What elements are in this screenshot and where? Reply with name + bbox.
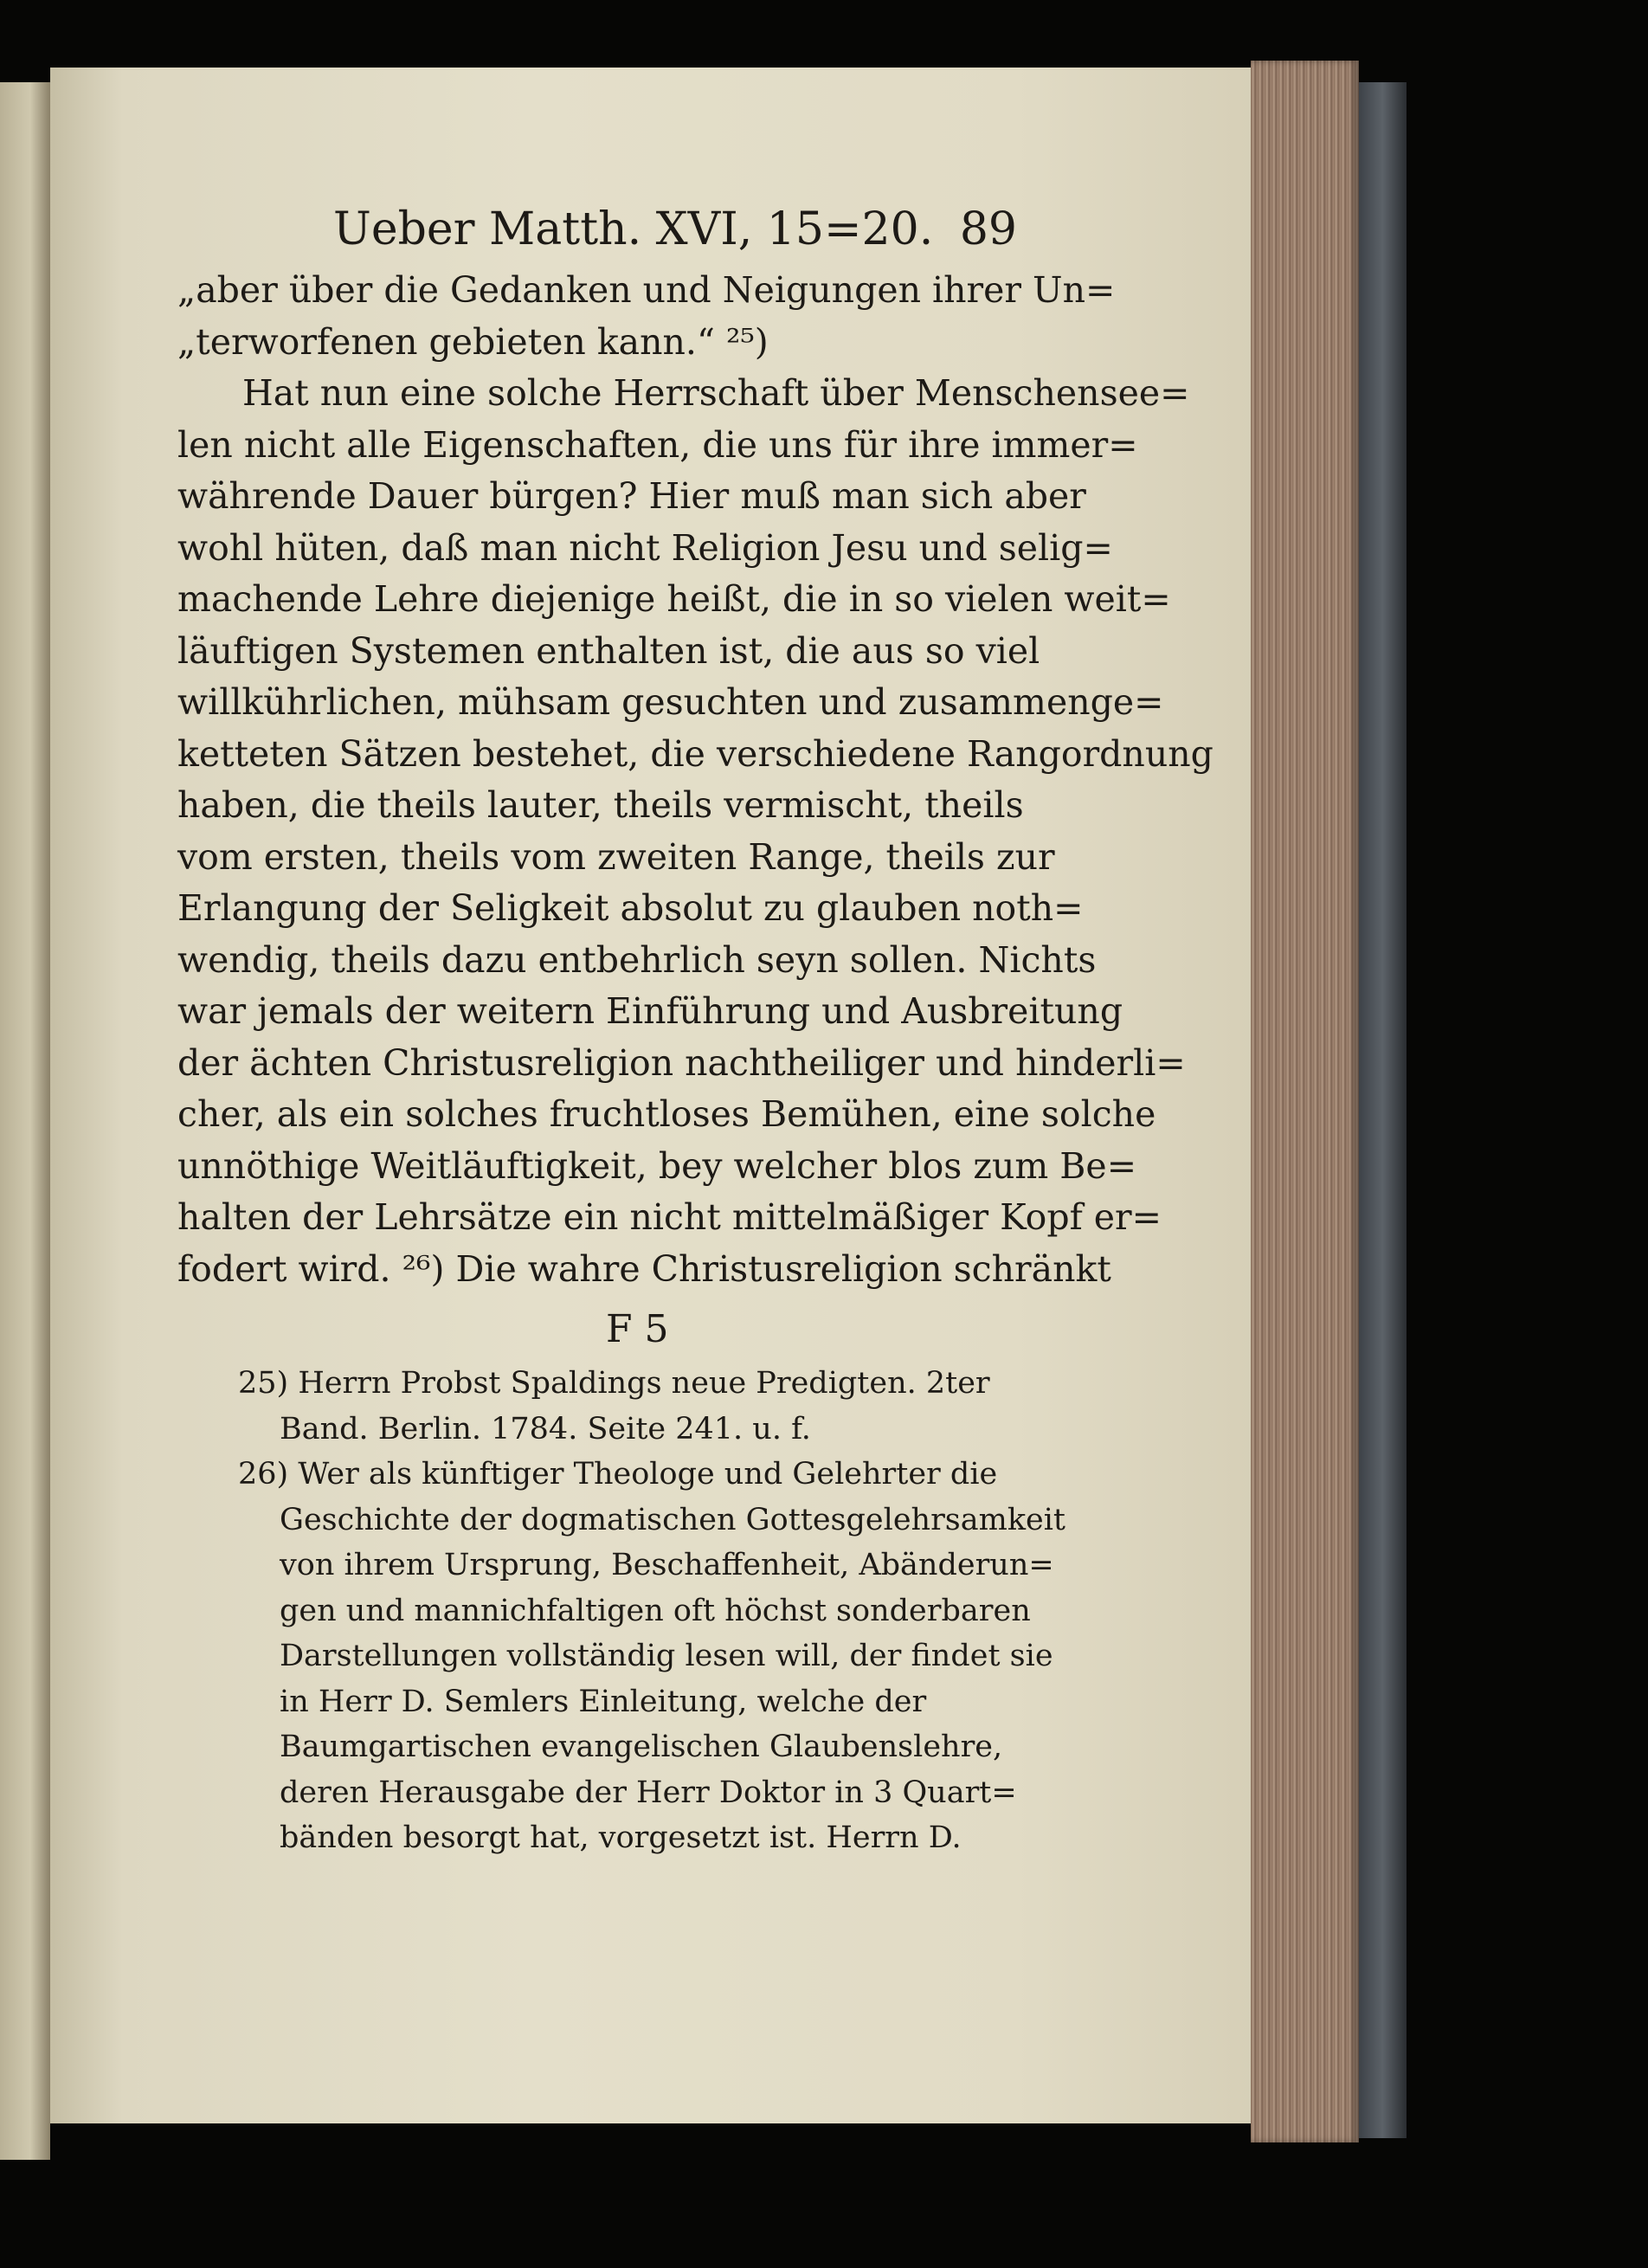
- page-text-block: [177, 199, 1213, 1861]
- footnote-line: 26) Wer als künftiger Theologe und Gelehrter die: [238, 1457, 998, 1492]
- footnote-line: Baumgartischen evangelischen Glaubenslehre,: [280, 1730, 1003, 1764]
- footnote-line: von ihrem Ursprung, Beschaffenheit, Abänderun=: [280, 1548, 1054, 1582]
- footnote-line: 25) Herrn Probst Spaldings neue Predigten. 2ter: [238, 1366, 990, 1401]
- page-fore-edge: [1251, 61, 1359, 2142]
- body-line: haben, die theils lauter, theils vermischt, theils: [177, 784, 1024, 826]
- body-line: wendig, theils dazu entbehrlich seyn sollen. Nichts: [177, 938, 1097, 981]
- book-cover-edge: [1359, 82, 1407, 2138]
- body-line: unnöthige Weitläuftigkeit, bey welcher blos zum Be=: [177, 1144, 1137, 1187]
- footnote-line: gen und mannichfaltigen oft höchst sonderbaren: [280, 1593, 1031, 1628]
- running-title: Ueber Matth. XVI, 15=20.: [333, 203, 934, 255]
- body-line: cher, als ein solches fruchtloses Bemühen, eine solche: [177, 1093, 1156, 1135]
- body-line: wohl hüten, daß man nicht Religion Jesu und selig=: [177, 526, 1113, 569]
- footnote-line: Band. Berlin. 1784. Seite 241. u. f.: [280, 1411, 811, 1446]
- body-line: halten der Lehrsätze ein nicht mittelmäßiger Kopf er=: [177, 1196, 1162, 1238]
- footnote-line: bänden besorgt hat, vorgesetzt ist. Herrn D.: [280, 1820, 962, 1855]
- body-line: war jemals der weitern Einführung und Ausbreitung: [177, 990, 1123, 1032]
- body-line: machende Lehre diejenige heißt, die in so vielen weit=: [177, 578, 1171, 620]
- body-line: „aber über die Gedanken und Neigungen ihrer Un=: [177, 269, 1116, 311]
- body-line: „terworfenen gebieten kann.“ ²⁵): [177, 320, 769, 363]
- body-line: ketteten Sätzen bestehet, die verschiedene Rangordnung: [177, 732, 1213, 775]
- footnote-line: Geschichte der dogmatischen Gottesgelehrsamkeit: [280, 1502, 1066, 1537]
- previous-page-edge: [0, 82, 50, 2160]
- body-line: vom ersten, theils vom zweiten Range, theils zur: [177, 835, 1055, 878]
- signature-mark: F 5: [606, 1307, 669, 1351]
- body-line: fodert wird. ²⁶) Die wahre Christusreligion schränkt: [177, 1247, 1111, 1290]
- footnote-line: in Herr D. Semlers Einleitung, welche der: [280, 1684, 927, 1719]
- body-line: willkührlichen, mühsam gesuchten und zusammenge=: [177, 681, 1164, 723]
- footnotes: [177, 1361, 1066, 1861]
- body-line: läuftigen Systemen enthalten ist, die aus so viel: [177, 629, 1040, 672]
- running-header: [333, 199, 1017, 260]
- body-line: Hat nun eine solche Herrschaft über Menschensee=: [242, 372, 1190, 414]
- footnote-line: deren Herausgabe der Herr Doktor in 3 Quart=: [280, 1775, 1017, 1810]
- body-text: [177, 265, 1213, 1295]
- body-line: len nicht alle Eigenschaften, die uns für ihre immer=: [177, 423, 1138, 466]
- body-line: Erlangung der Seligkeit absolut zu glauben noth=: [177, 887, 1084, 929]
- body-line: währende Dauer bürgen? Hier muß man sich aber: [177, 475, 1086, 517]
- body-line: der ächten Christusreligion nachtheiliger und hinderli=: [177, 1041, 1186, 1084]
- page-number: 89: [959, 203, 1017, 255]
- footnote-line: Darstellungen vollständig lesen will, der findet sie: [280, 1639, 1053, 1673]
